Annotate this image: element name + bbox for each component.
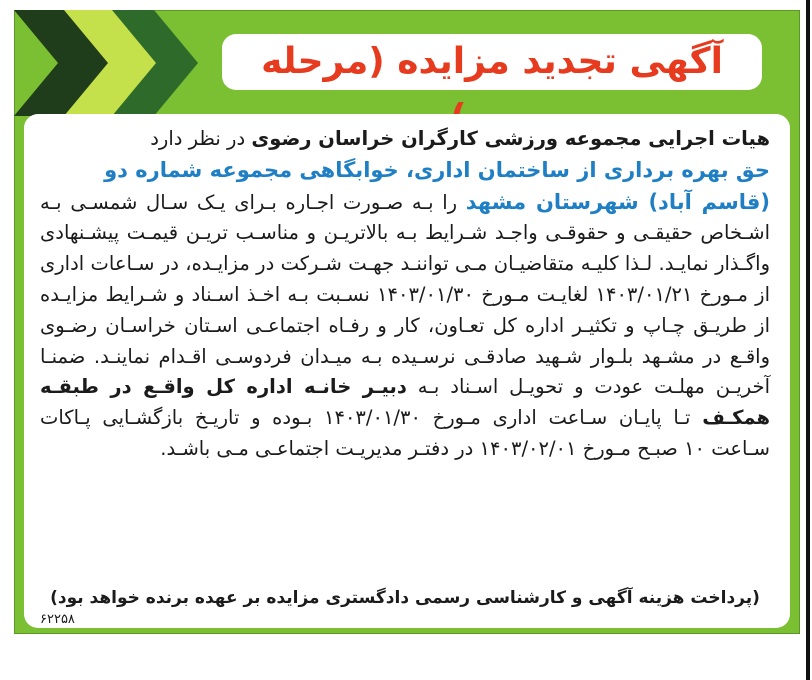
- highlight-line-1: [40, 155, 770, 187]
- property-location: (قاسم آباد) شهرستان مشهد: [465, 189, 770, 214]
- ad-body: [40, 124, 770, 465]
- ad-code: ۶۲۲۵۸: [40, 612, 75, 627]
- closing-text: تـا پایـان سـاعت اداری مـورخ ۱۴۰۳/۰۱/۳۰ بـوده و تاریـخ بازگشـایی پـاکات سـاعت ۱۰ صبـح مـورخ ۱۴۰۳/۰۲/۰۱ در دفتـر مدیریـت اجتماعـی مـی باشـد.: [40, 406, 770, 460]
- main-paragraph: [40, 187, 770, 465]
- paragraph-text: را بـه صـورت اجـاره بـرای یـک سـال شمسـی بـه اشـخاص حقیقـی و حقوقـی واجـد شـرایط بـه بالاتریـن و مناسـب تریـن قیمـت پیشـنهادی واگـذار نمایـد. لـذا کلیـه متقاضیـان مـی تواننـد جهـت شـرکت در مزایـده، در سـاعات اداری از مـورخ ۱۴۰۳/۰۱/۲۱ لغایـت مـورخ ۱۴۰۳/۰۱/۳۰ نسـبت بـه اخـذ اسـناد و شـرایط مزایـده از طریـق چـاپ و تکثیـر اداره کل تعـاون، کار و رفـاه اجتماعـی اسـتان خراسـان رضـوی واقـع در مشـهد بلـوار شـهید صادقـی نرسـیده بـه میـدان فردوسـی اقـدام نماینـد. ضمنـا آخریـن مهلـت عودت و تحویـل اسـناد بـه: [40, 190, 770, 399]
- chevron-arrows-icon: [14, 10, 214, 116]
- org-name: هیات اجرایی مجموعه ورزشی کارگران خراسان رضوی: [251, 127, 770, 150]
- cost-note: (پرداخت هزینه آگهی و کارشناسی رسمی دادگستری مزایده بر عهده برنده خواهد بود): [50, 588, 760, 608]
- property-title: حق بهره برداری از ساختمان اداری، خوابگاهی مجموعه شماره دو: [104, 157, 770, 182]
- page-edge-bar: [806, 0, 810, 680]
- ad-title: آگهی تجدید مزایده (مرحله: [261, 41, 723, 82]
- intro-line: [40, 124, 770, 155]
- delivery-location: دبیـر خانـه اداره کل واقـع در طبقـه همکـف: [40, 375, 771, 430]
- intro-rest: در نظر دارد: [150, 127, 252, 150]
